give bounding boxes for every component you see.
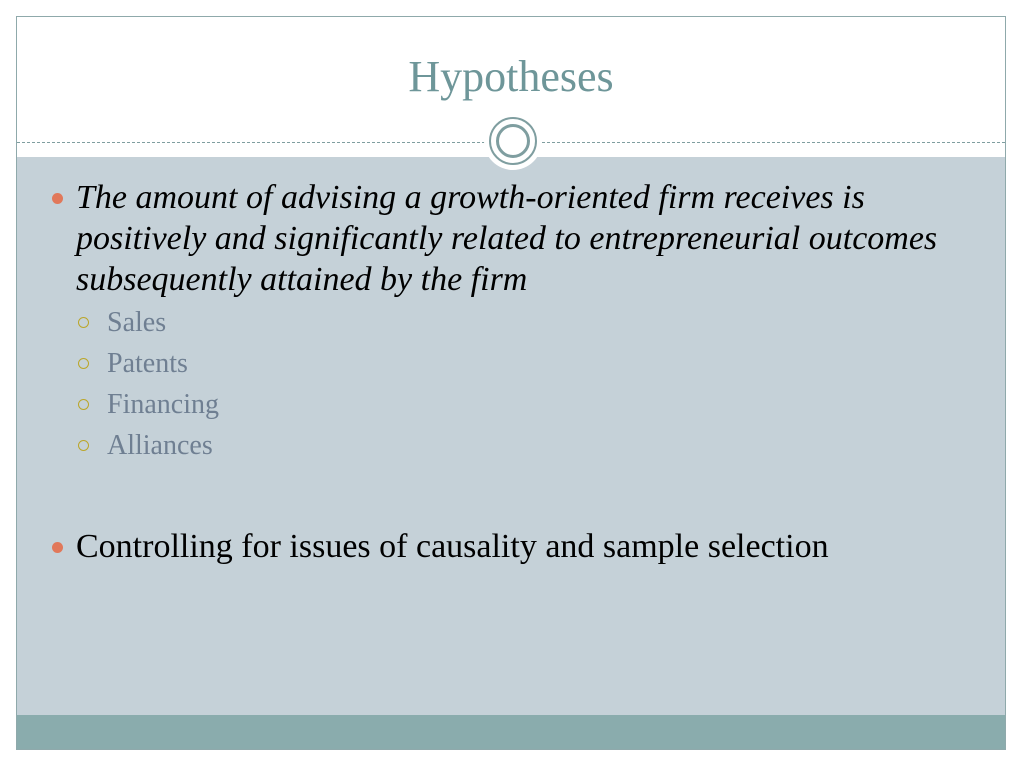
sub-item-sales [17, 302, 1005, 343]
outcome-sub-list [17, 302, 1005, 466]
hollow-circle-bullet-icon [78, 399, 89, 410]
bullet-dot-icon [52, 193, 63, 204]
slide-content [17, 177, 1005, 567]
sub-item-financing [17, 384, 1005, 425]
circle-ornament-icon [484, 112, 542, 170]
sub-item-label: Patents [107, 348, 188, 379]
hollow-circle-bullet-icon [78, 317, 89, 328]
bullet-text: The amount of advising a growth-oriented firm receives is positively and significantly related to entrepreneurial outcomes subsequently attained by the firm [76, 179, 938, 298]
bullet-item-controls [17, 526, 1005, 567]
bullet-item-hypothesis [17, 177, 1005, 300]
sub-item-alliances [17, 425, 1005, 466]
sub-item-label: Alliances [107, 430, 213, 461]
ornament-outer-ring [489, 117, 537, 165]
bullet-dot-icon [52, 542, 63, 553]
hollow-circle-bullet-icon [78, 358, 89, 369]
hollow-circle-bullet-icon [78, 440, 89, 451]
footer-band [17, 715, 1005, 749]
slide [16, 16, 1006, 750]
sub-item-label: Financing [107, 389, 219, 420]
sub-item-patents [17, 343, 1005, 384]
sub-item-label: Sales [107, 307, 167, 338]
ornament-inner-ring [496, 124, 530, 158]
bullet-text: Controlling for issues of causality and sample selection [76, 528, 829, 565]
slide-title: Hypotheses [408, 52, 614, 101]
